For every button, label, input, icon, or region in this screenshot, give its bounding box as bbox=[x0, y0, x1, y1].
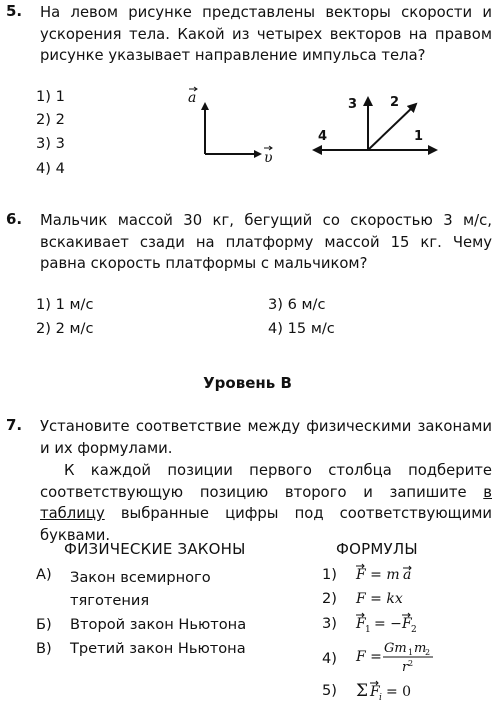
svg-text:F =: F = bbox=[356, 649, 382, 665]
svg-text:r: r bbox=[402, 660, 409, 675]
formula-4 bbox=[354, 636, 464, 678]
formula-num-5: 5) bbox=[322, 682, 337, 699]
q5-left-figure bbox=[180, 86, 280, 166]
level-b-heading: Уровень В bbox=[203, 374, 292, 392]
q6-option-4[interactable]: 4) 15 м/с bbox=[268, 320, 335, 337]
vector-label-1: 1 bbox=[414, 129, 424, 144]
q6-option-2[interactable]: 2) 2 м/с bbox=[36, 320, 94, 337]
q5-text: На левом рисунке представлены векторы скорости и ускорения тела. Какой из четырех векторов на правом рисунке указывает направление импульса тела? bbox=[40, 4, 492, 64]
law-letter-a: А) bbox=[36, 566, 52, 583]
q5-option-4[interactable]: 4) 4 bbox=[36, 160, 65, 177]
accel-label: a bbox=[188, 90, 197, 106]
formula-3 bbox=[354, 610, 454, 636]
q5-option-1[interactable]: 1) 1 bbox=[36, 88, 65, 105]
q7-number: 7. bbox=[6, 416, 23, 434]
q7-table-link[interactable]: в таблицу bbox=[40, 483, 492, 522]
svg-text:F = m: F = m bbox=[356, 567, 400, 583]
q7-instruction bbox=[40, 460, 492, 546]
svg-text:Gm: Gm bbox=[384, 641, 407, 656]
svg-text:2: 2 bbox=[408, 659, 414, 668]
q6-number: 6. bbox=[6, 210, 23, 228]
formula-num-3: 3) bbox=[322, 615, 337, 632]
law-name-c: Третий закон Ньютона bbox=[70, 640, 246, 657]
law-letter-b: Б) bbox=[36, 616, 52, 633]
svg-text:i: i bbox=[379, 693, 382, 703]
vector-label-2: 2 bbox=[390, 95, 400, 110]
q7-instruction-end: выбранные цифры под соответствующими буквами. bbox=[40, 505, 492, 544]
laws-header: ФИЗИЧЕСКИЕ ЗАКОНЫ bbox=[64, 540, 246, 558]
law-name-a: Закон всемирного тяготения bbox=[70, 569, 211, 609]
svg-text:2: 2 bbox=[425, 648, 431, 657]
q7-instruction-start: К каждой позиции первого столбца подберите соответствующую позицию второго и запишите bbox=[40, 462, 492, 501]
law-letter-c: В) bbox=[36, 640, 52, 657]
svg-text:a: a bbox=[403, 567, 412, 583]
formulas-header: ФОРМУЛЫ bbox=[336, 540, 418, 558]
vector-2 bbox=[368, 104, 416, 150]
formula-num-1: 1) bbox=[322, 566, 337, 583]
svg-text:F: F bbox=[356, 616, 366, 632]
vector-label-4: 4 bbox=[318, 129, 328, 144]
svg-text:Σ: Σ bbox=[356, 681, 369, 701]
svg-text:F = kx: F = kx bbox=[356, 591, 403, 607]
svg-text:m: m bbox=[414, 641, 427, 656]
vector-label-3: 3 bbox=[348, 97, 358, 112]
velocity-label: υ bbox=[264, 150, 273, 166]
svg-text:= −: = − bbox=[374, 616, 402, 632]
svg-text:1: 1 bbox=[365, 625, 371, 635]
q5-option-2[interactable]: 2) 2 bbox=[36, 111, 65, 128]
formula-num-4: 4) bbox=[322, 650, 337, 667]
svg-text:2: 2 bbox=[411, 625, 417, 635]
q7-text: Установите соответствие между физическими законами и их формулами. bbox=[40, 418, 492, 457]
svg-text:1: 1 bbox=[408, 648, 414, 657]
q5-number: 5. bbox=[6, 2, 23, 20]
formula-num-2: 2) bbox=[322, 590, 337, 607]
q5-option-3[interactable]: 3) 3 bbox=[36, 135, 65, 152]
svg-text:F: F bbox=[402, 616, 412, 632]
q6-option-3[interactable]: 3) 6 м/с bbox=[268, 296, 326, 313]
q6-option-1[interactable]: 1) 1 м/с bbox=[36, 296, 94, 313]
formula-2 bbox=[354, 587, 434, 609]
q5-right-figure bbox=[308, 86, 448, 166]
q6-text: Мальчик массой 30 кг, бегущий со скоростью 3 м/с, вскакивает сзади на платформу массой 15 кг. Чему равна скорость платформы с мальчиком? bbox=[40, 212, 492, 272]
formula-1 bbox=[354, 562, 434, 584]
formula-5 bbox=[354, 677, 444, 703]
svg-text:= 0: = 0 bbox=[386, 684, 412, 700]
svg-text:F: F bbox=[370, 684, 380, 700]
law-name-b: Второй закон Ньютона bbox=[70, 616, 247, 633]
